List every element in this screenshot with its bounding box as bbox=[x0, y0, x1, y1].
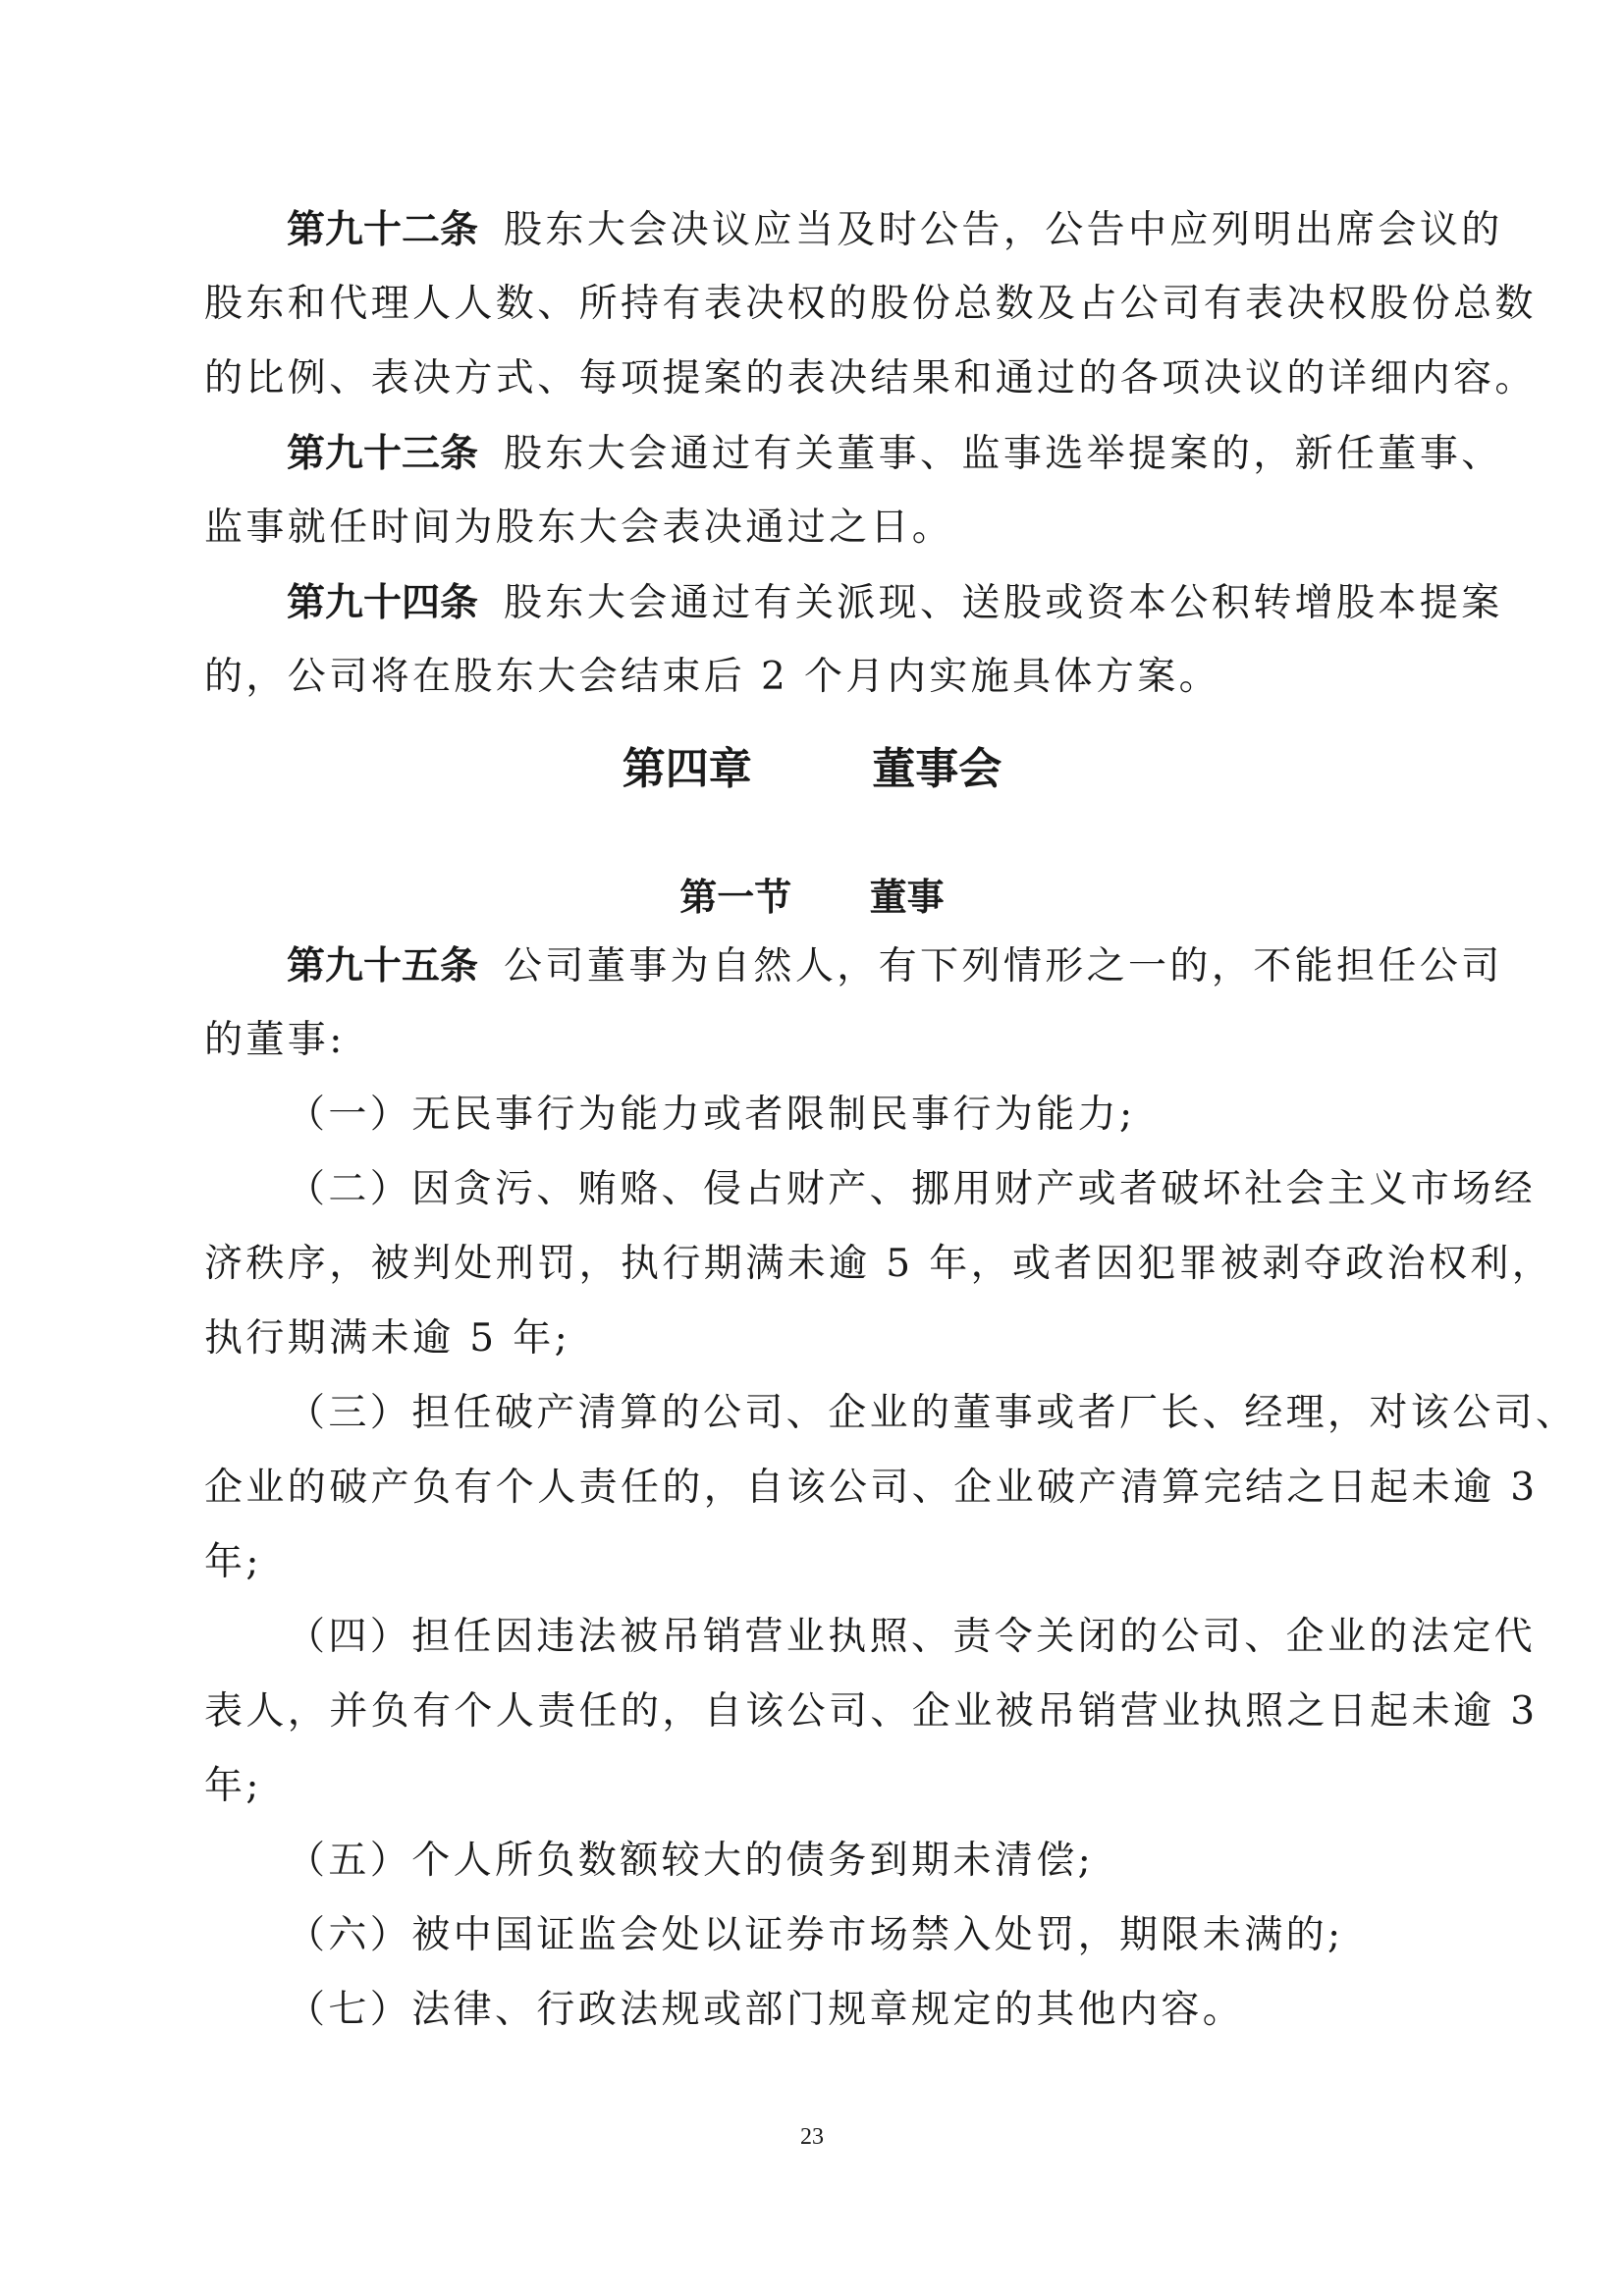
article-95-item-2-line-3: 执行期满未逾 5 年; bbox=[204, 1316, 571, 1361]
article-95-item-7: （七）法律、行政法规或部门规章规定的其他内容。 bbox=[287, 1988, 1245, 2032]
article-93-text-1: 股东大会通过有关董事、监事选举提案的，新任董事、 bbox=[504, 432, 1503, 476]
article-95-item-3-line-3: 年; bbox=[204, 1540, 262, 1584]
article-95-item-3-line-2: 企业的破产负有个人责任的，自该公司、企业破产清算完结之日起未逾 3 bbox=[204, 1466, 1539, 1510]
article-95-item-4-line-2: 表人，并负有个人责任的，自该公司、企业被吊销营业执照之日起未逾 3 bbox=[204, 1689, 1539, 1734]
article-94-line-2: 的，公司将在股东大会结束后 2 个月内实施具体方案。 bbox=[204, 655, 1221, 699]
article-95-item-4-line-1: （四）担任因违法被吊销营业执照、责令关闭的公司、企业的法定代 bbox=[287, 1615, 1537, 1659]
article-92-line-3: 的比例、表决方式、每项提案的表决结果和通过的各项决议的详细内容。 bbox=[204, 356, 1537, 400]
article-95-item-4-line-3: 年; bbox=[204, 1764, 262, 1808]
article-94-line-1 bbox=[287, 577, 1503, 628]
article-94-text-1: 股东大会通过有关派现、送股或资本公积转增股本提案 bbox=[504, 581, 1503, 625]
article-95-text-1: 公司董事为自然人，有下列情形之一的，不能担任公司 bbox=[504, 944, 1503, 988]
article-92-text-1: 股东大会决议应当及时公告，公告中应列明出席会议的 bbox=[504, 208, 1503, 252]
article-94-label: 第九十四条 bbox=[287, 580, 479, 625]
article-95-item-5: （五）个人所负数额较大的债务到期未清偿; bbox=[287, 1839, 1095, 1883]
article-95-line-2: 的董事: bbox=[204, 1018, 346, 1062]
article-93-line-1 bbox=[287, 428, 1503, 479]
article-95-item-1: （一）无民事行为能力或者限制民事行为能力; bbox=[287, 1093, 1136, 1137]
chapter-title: 第四章 董事会 bbox=[622, 744, 1002, 794]
article-95-item-2-line-1: （二）因贪污、贿赂、侵占财产、挪用财产或者破坏社会主义市场经 bbox=[287, 1167, 1537, 1211]
article-92-line-2: 股东和代理人人数、所持有表决权的股份总数及占公司有表决权股份总数 bbox=[204, 282, 1537, 326]
article-93-line-2: 监事就任时间为股东大会表决通过之日。 bbox=[204, 506, 954, 550]
article-92-line-1 bbox=[287, 204, 1503, 255]
section-title: 第一节 董事 bbox=[679, 876, 945, 919]
article-95-item-2-line-2: 济秩序，被判处刑罚，执行期满未逾 5 年，或者因犯罪被剥夺政治权利， bbox=[204, 1242, 1554, 1286]
article-95-label: 第九十五条 bbox=[287, 943, 479, 988]
article-92-label: 第九十二条 bbox=[287, 207, 479, 252]
article-95-line-1 bbox=[287, 940, 1503, 991]
article-93-label: 第九十三条 bbox=[287, 431, 479, 476]
page-number: 23 bbox=[800, 2124, 824, 2150]
article-95-item-6: （六）被中国证监会处以证券市场禁入处罚，期限未满的; bbox=[287, 1913, 1344, 1957]
article-95-item-3-line-1: （三）担任破产清算的公司、企业的董事或者厂长、经理，对该公司、 bbox=[287, 1391, 1578, 1435]
